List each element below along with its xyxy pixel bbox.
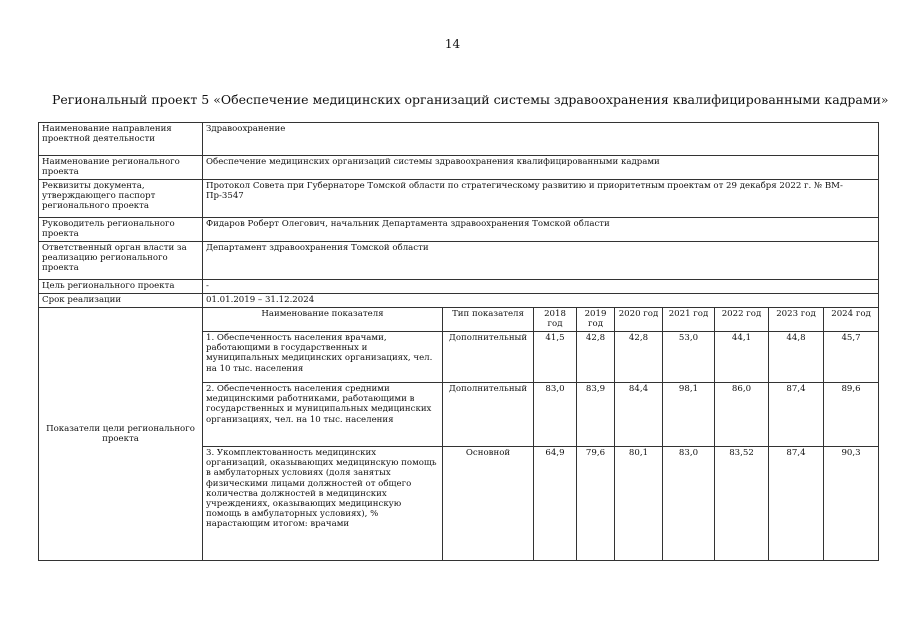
table-row [39,123,879,156]
project-passport-table [38,122,879,561]
indicator-value: 42,8 [577,332,615,383]
row-value: Обеспечение медицинских организаций системы здравоохранения квалифицированными кадрами [203,156,879,180]
row-value: Департамент здравоохранения Томской области [203,242,879,280]
indicator-value: 83,0 [663,447,715,561]
row-value: Протокол Совета при Губернаторе Томской области по стратегическому развитию и приоритетным проектам от 29 декабря 2022 г. № ВМ-Пр-3547 [203,180,879,218]
indicator-value: 98,1 [663,383,715,447]
row-label: Наименование регионального проекта [39,156,203,180]
header-year: 2021 год [663,308,715,332]
indicator-value: 83,9 [577,383,615,447]
indicator-value: 90,3 [824,447,879,561]
row-label: Цель регионального проекта [39,280,203,294]
indicator-value: 83,0 [534,383,577,447]
table-row [39,180,879,218]
document-title: Региональный проект 5 «Обеспечение медицинских организаций системы здравоохранения квалифицированными кадрами» [52,92,889,107]
indicator-value: 89,6 [824,383,879,447]
row-label: Ответственный орган власти за реализацию регионального проекта [39,242,203,280]
indicator-name: 3. Укомплектованность медицинских организаций, оказывающих медицинскую помощь в амбулаторных условиях (доля занятых физическими лицами должностей от общего количества должностей в медицинских учреждениях, оказывающих медицинскую помощь в амбулаторных условиях), % нарастающим итогом: врачами [203,447,443,561]
header-year: 2018 год [534,308,577,332]
indicator-value: 53,0 [663,332,715,383]
table-row [39,156,879,180]
header-year: 2020 год [615,308,663,332]
indicator-value: 80,1 [615,447,663,561]
table-row [39,242,879,280]
indicator-value: 44,1 [715,332,769,383]
indicator-value: 86,0 [715,383,769,447]
header-year: 2019 год [577,308,615,332]
table-row [39,280,879,294]
row-value: 01.01.2019 – 31.12.2024 [203,294,879,308]
indicator-value: 41,5 [534,332,577,383]
row-label: Наименование направления проектной деятельности [39,123,203,156]
indicator-value: 87,4 [769,447,824,561]
header-indicator-name: Наименование показателя [203,308,443,332]
indicator-value: 42,8 [615,332,663,383]
indicator-value: 83,52 [715,447,769,561]
indicator-type: Основной [443,447,534,561]
row-label: Руководитель регионального проекта [39,218,203,242]
indicator-type: Дополнительный [443,383,534,447]
indicator-value: 79,6 [577,447,615,561]
indicator-value: 87,4 [769,383,824,447]
table-row [39,294,879,308]
row-label: Срок реализации [39,294,203,308]
indicators-header-row [39,308,879,332]
indicators-section-label: Показатели цели регионального проекта [39,308,203,561]
row-value: - [203,280,879,294]
page-number: 14 [444,37,461,51]
indicator-value: 44,8 [769,332,824,383]
header-year: 2022 год [715,308,769,332]
indicator-value: 45,7 [824,332,879,383]
table-row [39,218,879,242]
row-value: Фидаров Роберт Олегович, начальник Департамента здравоохранения Томской области [203,218,879,242]
row-label: Реквизиты документа, утверждающего паспорт регионального проекта [39,180,203,218]
indicator-name: 1. Обеспеченность населения врачами, работающими в государственных и муниципальных медицинских организациях, чел. на 10 тыс. населения [203,332,443,383]
indicator-type: Дополнительный [443,332,534,383]
indicator-name: 2. Обеспеченность населения средними медицинскими работниками, работающими в государственных и муниципальных медицинских организациях, чел. на 10 тыс. населения [203,383,443,447]
row-value: Здравоохранение [203,123,879,156]
header-year: 2023 год [769,308,824,332]
indicator-value: 84,4 [615,383,663,447]
header-indicator-type: Тип показателя [443,308,534,332]
indicator-value: 64,9 [534,447,577,561]
header-year: 2024 год [824,308,879,332]
